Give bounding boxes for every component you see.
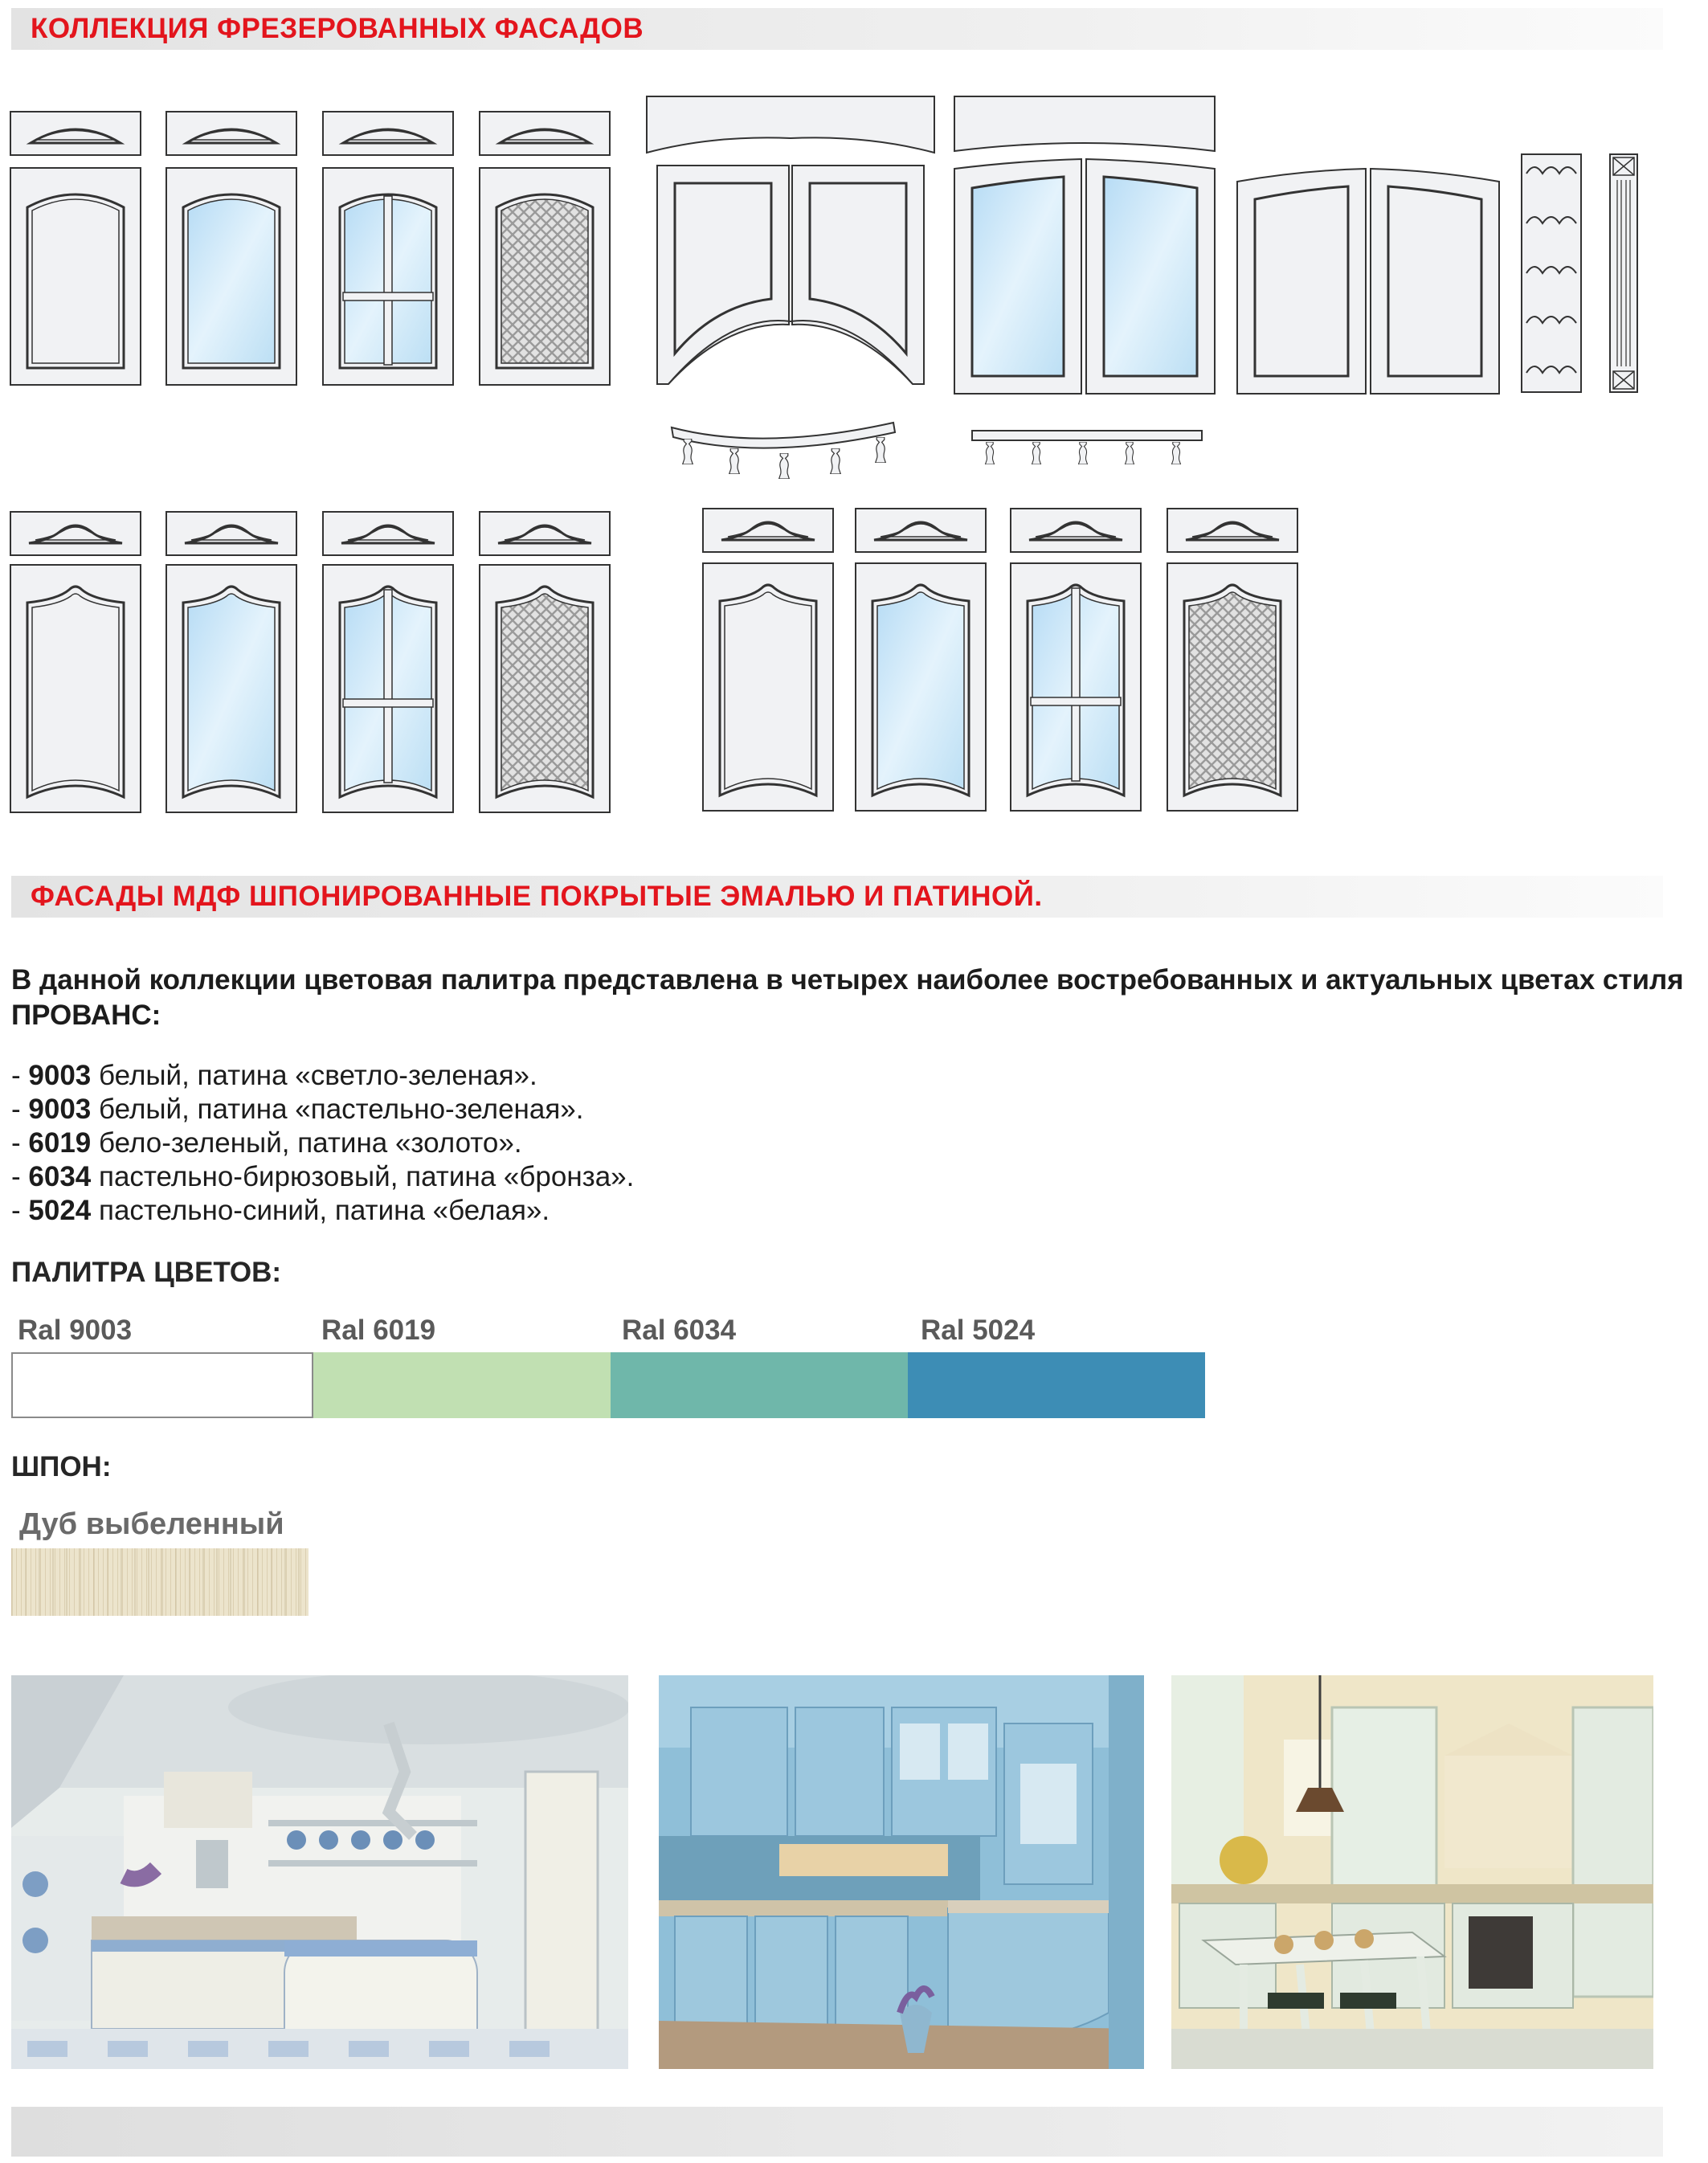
swatch-label: Ral 9003 [18, 1315, 133, 1346]
straight-balustrade [972, 431, 1202, 464]
kitchen-photo-1 [11, 1675, 628, 2069]
row2-wave-facades-right [703, 509, 1297, 811]
mdf-facades-header: ФАСАДЫ МДФ ШПОНИРОВАННЫЕ ПОКРЫТЫЕ ЭМАЛЬЮ И ПАТИНОЙ. [11, 876, 1663, 918]
color-options-list [11, 1059, 634, 1228]
intro-text: В данной коллекции цветовая палитра представлена в четырех наиболее востребованных и актуальных цветах стиля ПРОВАНС: [11, 964, 1684, 1031]
swatch-ral-6019 [313, 1352, 611, 1418]
facade-drawings [0, 80, 1708, 820]
footer-bar [11, 2107, 1663, 2157]
double-glass-facade [954, 96, 1215, 394]
pilaster [1610, 154, 1637, 392]
swatch-label: Ral 6034 [622, 1315, 737, 1346]
kitchen-photo-3 [1171, 1675, 1653, 2069]
swatch-ral-5024 [908, 1352, 1205, 1418]
corner-double-facade [647, 96, 934, 384]
bottle-rack [1522, 154, 1581, 392]
color-option: - 6034 пастельно-бирюзовый, патина «бронза». [11, 1161, 635, 1192]
swatch-ral-9003 [11, 1352, 313, 1418]
veneer-sample [11, 1548, 309, 1616]
kitchen-photo-2 [659, 1675, 1144, 2069]
color-option: - 5024 пастельно-синий, патина «белая». [11, 1195, 550, 1226]
curved-balustrade [672, 423, 895, 479]
palette-title: ПАЛИТРА ЦВЕТОВ: [11, 1257, 282, 1288]
swatch-label: Ral 6019 [321, 1315, 436, 1346]
veneer-title: ШПОН: [11, 1451, 112, 1482]
collection-header: КОЛЛЕКЦИЯ ФРЕЗЕРОВАННЫХ ФАСАДОВ [11, 8, 1663, 50]
veneer-name: Дуб выбеленный [19, 1507, 284, 1541]
row1-arched-facades [10, 112, 610, 385]
double-solid-facade [1237, 169, 1499, 394]
swatch-label: Ral 5024 [921, 1315, 1036, 1346]
color-option: - 9003 белый, патина «светло-зеленая». [11, 1060, 537, 1091]
color-option: - 9003 белый, патина «пастельно-зеленая». [11, 1094, 584, 1125]
color-option: - 6019 бело-зеленый, патина «золото». [11, 1127, 522, 1159]
swatch-ral-6034 [611, 1352, 908, 1418]
row2-wave-facades-left [10, 512, 610, 812]
